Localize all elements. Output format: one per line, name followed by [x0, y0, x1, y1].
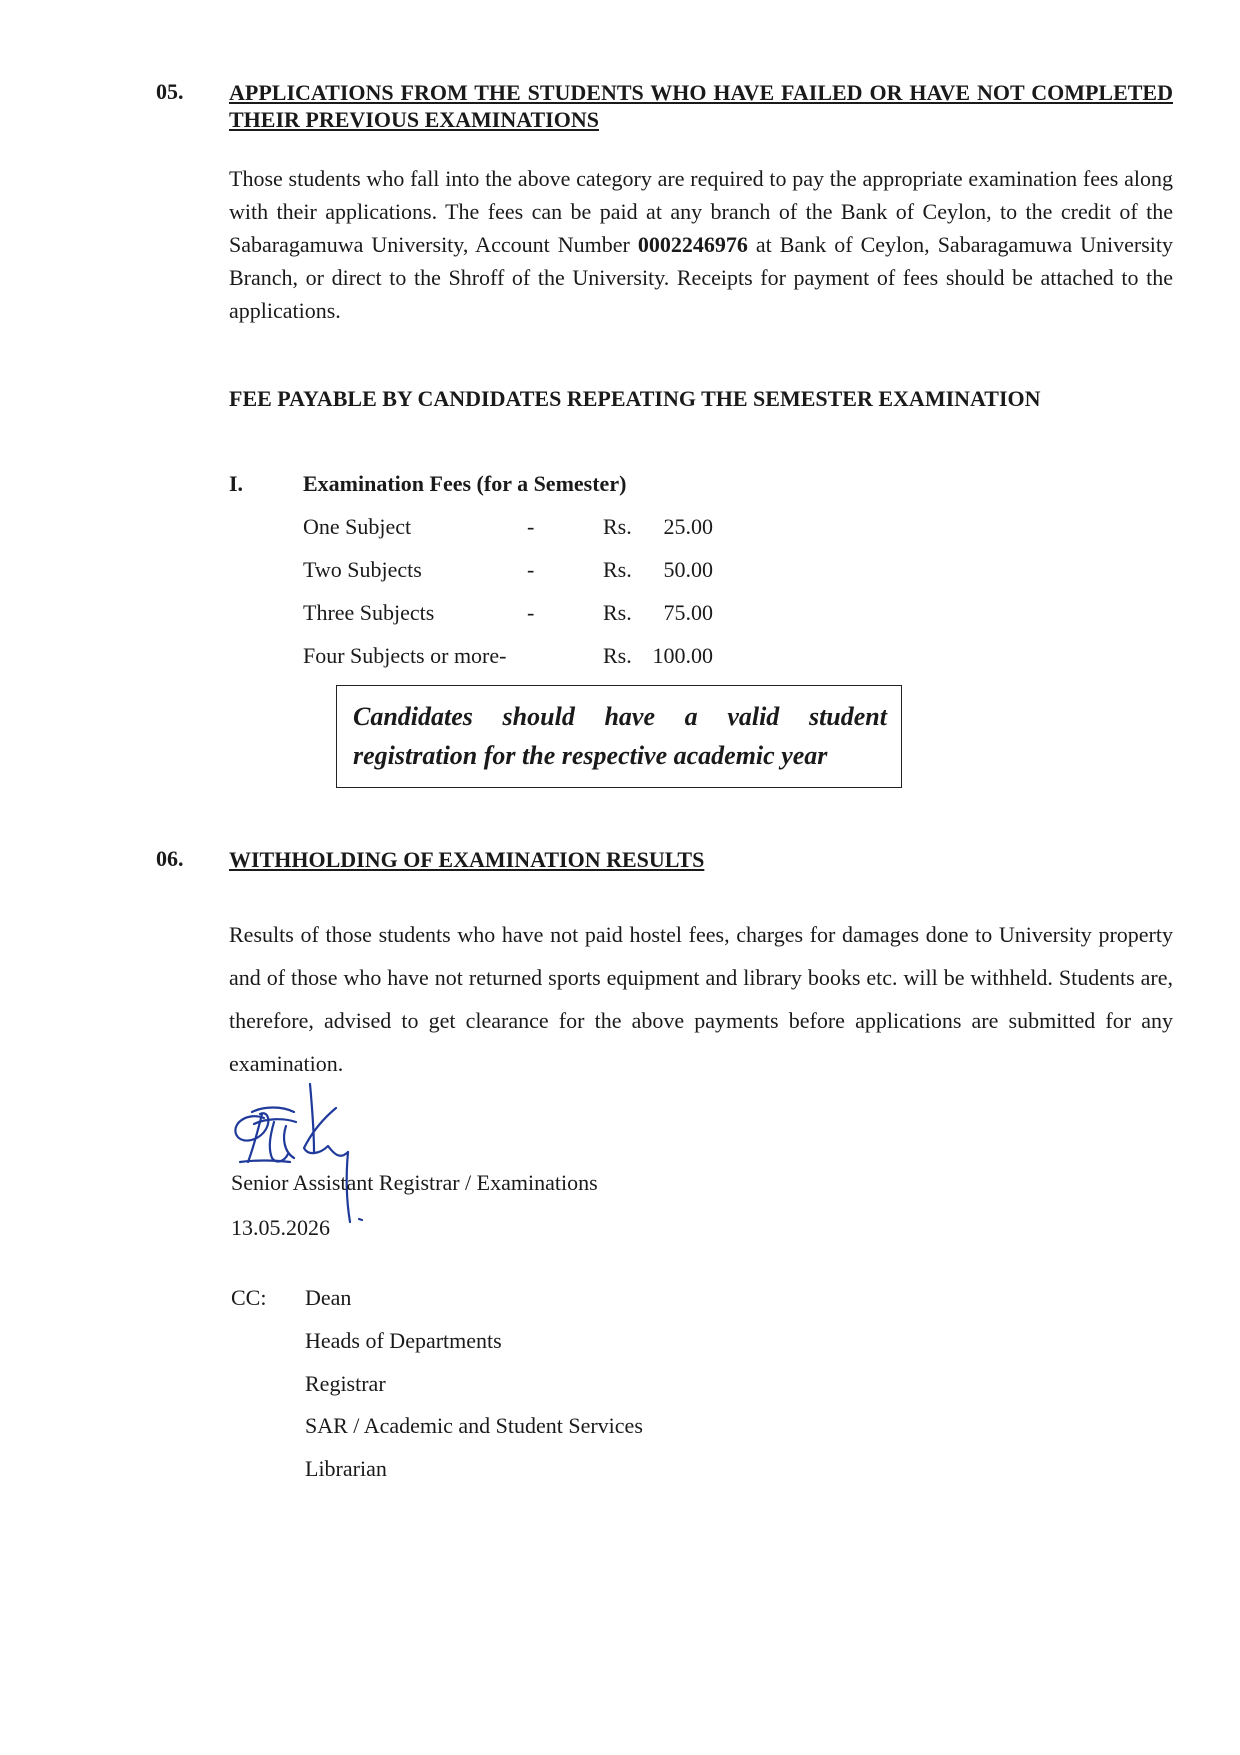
cc-label: CC: — [231, 1285, 267, 1310]
fee-heading: FEE PAYABLE BY CANDIDATES REPEATING THE SEMESTER EXAMINATION — [229, 386, 1041, 411]
fee-row-name: Three Subjects — [303, 600, 435, 625]
fee-row-name: Two Subjects — [303, 557, 422, 582]
fee-row-currency: Rs. — [603, 643, 632, 668]
account-number: 0002246976 — [637, 232, 748, 257]
fee-list-title: Examination Fees (for a Semester) — [303, 471, 627, 496]
fee-list-numeral: I. — [229, 471, 244, 496]
fee-row-currency: Rs. — [603, 557, 632, 582]
section-05-title: APPLICATIONS FROM THE STUDENTS WHO HAVE FAILED OR HAVE NOT COMPLETED THEIR PREVIOUS EXAMINATIONS — [229, 80, 1173, 132]
fee-row-amount: 75.00 — [663, 600, 713, 625]
fee-row-amount: 100.00 — [652, 643, 713, 668]
section-06-text: Results of those students who have not paid hostel fees, charges for damages done to University property and of those who have not returned sports equipment and library books etc. will be withheld. Students are, therefore, advised to get clearance for the above payments before applications are submitted for any examination. — [229, 922, 1173, 1076]
cc-item-librarian: Librarian — [305, 1456, 387, 1481]
fee-row-amount: 25.00 — [663, 514, 713, 539]
cc-item-heads-of-departments: Heads of Departments — [305, 1328, 502, 1353]
section-06-number: 06. — [156, 846, 184, 871]
cc-item-sar: SAR / Academic and Student Services — [305, 1413, 643, 1438]
fee-row-amount: 50.00 — [663, 557, 713, 582]
signature-ink — [235, 1084, 362, 1222]
fee-row-dash: - — [527, 557, 535, 582]
fee-row-name: Four Subjects or more- — [303, 643, 507, 668]
signatory-title: Senior Assistant Registrar / Examinations — [231, 1170, 598, 1195]
fee-row-name: One Subject — [303, 514, 412, 539]
section-06-paragraph — [229, 913, 1173, 1085]
document-date: 13.05.2026 — [231, 1215, 330, 1240]
fee-row-dash: - — [527, 514, 535, 539]
cc-item-dean: Dean — [305, 1285, 352, 1310]
paragraph-text-part1: Those students who fall into the above category are required to pay the appropriate examination fees along with their applications. The fees can be paid at any branch of the Bank of Ceylon, to the credit of the Sabaragamuwa University, Account Number — [229, 166, 1173, 257]
paragraph-text-part2: at Bank of Ceylon, Sabaragamuwa University Branch, or direct to the Shroff of the University. Receipts for payment of fees should be attached to the applications. — [229, 232, 1173, 323]
section-06-title: WITHHOLDING OF EXAMINATION RESULTS — [229, 847, 705, 872]
signature-scribble — [224, 1082, 394, 1232]
fee-row-currency: Rs. — [603, 514, 632, 539]
section-05-number: 05. — [156, 79, 184, 104]
fee-row-currency: Rs. — [603, 600, 632, 625]
fee-row-dash: - — [527, 600, 535, 625]
registration-notice-box: Candidates should have a valid student registration for the respective academic year — [336, 685, 902, 788]
cc-item-registrar: Registrar — [305, 1371, 386, 1396]
section-05-paragraph — [229, 162, 1173, 327]
